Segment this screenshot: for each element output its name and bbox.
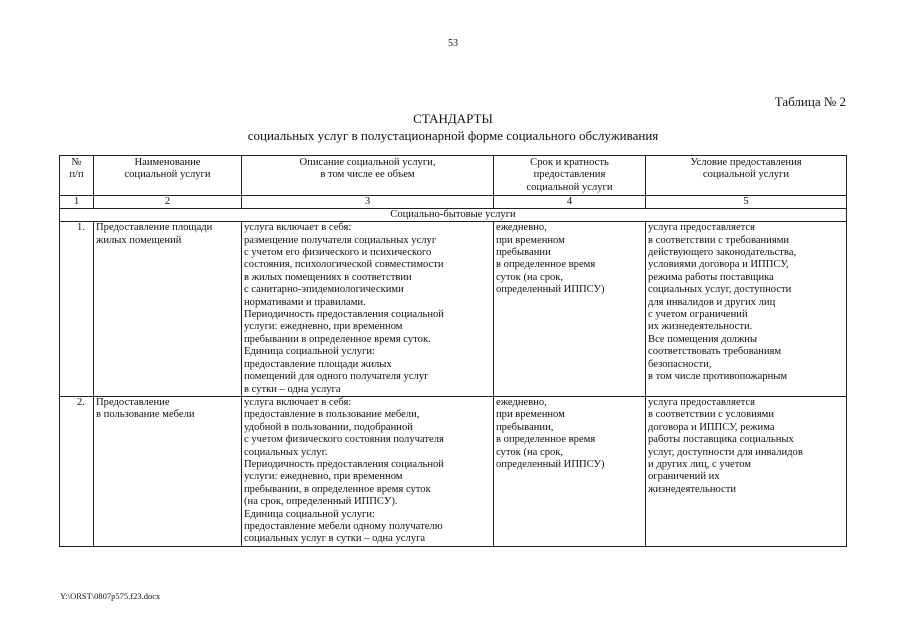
table-row: [60, 222, 847, 397]
column-number: 2: [94, 196, 242, 209]
header-condition: Условие предоставления социальной услуги: [646, 156, 847, 196]
row-number: 2.: [60, 396, 94, 546]
section-row: [60, 209, 847, 222]
column-number-row: [60, 196, 847, 209]
column-number: 3: [242, 196, 494, 209]
section-title: Социально-бытовые услуги: [60, 209, 847, 222]
page-number: 53: [448, 38, 458, 49]
header-service-name: Наименование социальной услуги: [94, 156, 242, 196]
row-description: услуга включает в себя: размещение получателя социальных услуг с учетом его физического и психического состояния, психологической совместимости в жилых помещениях в соответствии с санитарно-эпидемиологическими нормативами и правилами. Периодичность предоставления социальной услуги: ежедневно, при временном пребывании в определенное время суток. Единица социальной услуги: предоставление площади жилых помещений для одного получателя услуг в сутки – одна услуга: [242, 222, 494, 397]
table-label: Таблица № 2: [774, 94, 846, 109]
header-row: [60, 156, 847, 196]
row-service-name: Предоставление в пользование мебели: [94, 396, 242, 546]
row-term: ежедневно, при временном пребывании в определенное время суток (на срок, определенный ИППСУ): [494, 222, 646, 397]
row-condition: услуга предоставляется в соответствии с условиями договора и ИППСУ, режима работы поставщика социальных услуг, доступности для инвалидов и других лиц, с учетом ограничений их жизнедеятельности: [646, 396, 847, 546]
table-row: [60, 396, 847, 546]
file-path-footer: Y:\ORST\0807p575.f23.docx: [60, 591, 161, 601]
document-subtitle: социальных услуг в полустационарной форме социального обслуживания: [247, 128, 659, 143]
header-term: Срок и кратность предоставления социальной услуги: [494, 156, 646, 196]
column-number: 4: [494, 196, 646, 209]
row-service-name: Предоставление площади жилых помещений: [94, 222, 242, 397]
column-number: 1: [60, 196, 94, 209]
document-title: СТАНДАРТЫ: [413, 111, 493, 126]
row-condition: услуга предоставляется в соответствии с требованиями действующего законодательства, условиями договора и ИППСУ, режима работы поставщика социальных услуг, доступности для инвалидов и других лиц с учетом ограничений их жизнедеятельности. Все помещения должны соответствовать требованиям безопасности, в том числе противопожарным: [646, 222, 847, 397]
header-description: Описание социальной услуги, в том числе ее объем: [242, 156, 494, 196]
standards-table: [59, 155, 847, 547]
column-number: 5: [646, 196, 847, 209]
row-term: ежедневно, при временном пребывании, в определенное время суток (на срок, определенный ИППСУ): [494, 396, 646, 546]
row-number: 1.: [60, 222, 94, 397]
header-number: № п/п: [60, 156, 94, 196]
row-description: услуга включает в себя: предоставление в пользование мебели, удобной в пользовании, подобранной с учетом физического состояния получателя социальных услуг. Периодичность предоставления социальной услуги: ежедневно, при временном пребывании, в определенное время суток (на срок, определенный ИППСУ). Единица социальной услуги: предоставление мебели одному получателю социальных услуг в сутки – одна услуга: [242, 396, 494, 546]
